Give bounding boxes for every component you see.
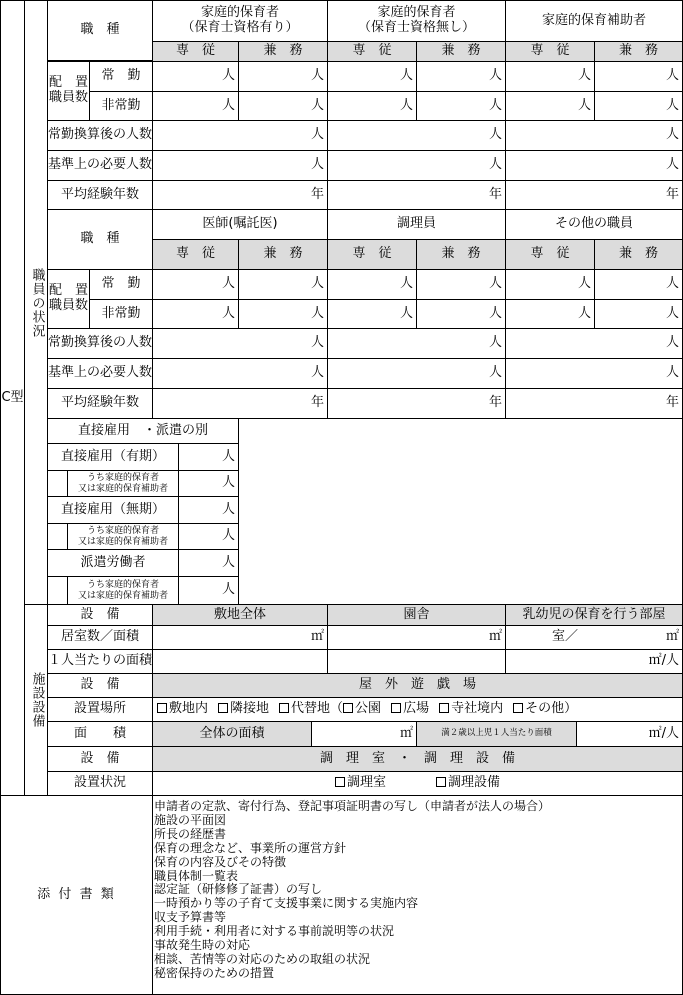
equipment-label — [47, 604, 153, 626]
fte-text: 常勤換算後の人数 — [48, 127, 153, 143]
attachment-item: 施設の平面図 — [154, 812, 227, 827]
value-cell[interactable] — [152, 120, 328, 151]
unit: 人 — [221, 554, 235, 570]
attachment-item: 秘密保持のための措置 — [154, 965, 275, 980]
value-cell[interactable] — [178, 470, 239, 497]
per-person-text: １人当たりの面積 — [48, 653, 153, 669]
kitchen-header — [152, 746, 683, 772]
required-text: 基準上の必要人数 — [48, 365, 153, 381]
assigned-line: 職員数 — [48, 298, 88, 313]
value-cell[interactable] — [178, 549, 239, 577]
experience-label — [47, 388, 153, 419]
area-label — [47, 721, 153, 747]
unit: ㎡/人 — [648, 653, 679, 669]
unit: ㎡ — [665, 629, 679, 645]
unit: 人 — [488, 127, 502, 143]
checkbox-icon[interactable] — [436, 777, 446, 787]
subheader-text: 専 従 — [175, 246, 215, 262]
unit: 人 — [399, 305, 413, 321]
attachment-item: 相談、苦情等の対応のための取組の状況 — [154, 951, 371, 966]
per-person-cell[interactable] — [505, 649, 683, 674]
unit: 人 — [310, 365, 324, 381]
subheader-text: 専 従 — [530, 43, 570, 59]
value-cell[interactable] — [327, 328, 506, 359]
unit: ㎡ — [399, 725, 413, 741]
job-type-text: 職 種 — [80, 231, 120, 247]
over2-text: 満２歳以上児１人当たり面積 — [441, 728, 552, 739]
subheader-full-time — [152, 239, 239, 270]
employment-header — [47, 418, 239, 444]
col-title: 家庭的保育者 — [377, 5, 456, 21]
jokin-label — [89, 269, 153, 300]
total-area-text: 全体の面積 — [199, 725, 265, 741]
unit: 人 — [221, 68, 235, 84]
checkbox-plaza[interactable] — [391, 702, 429, 717]
value-cell[interactable] — [178, 576, 239, 605]
unit: 人 — [221, 97, 235, 113]
unit: 人 — [665, 335, 679, 351]
unit: 人 — [310, 305, 324, 321]
col-title: 家庭的保育補助者 — [541, 12, 646, 28]
value-cell[interactable] — [505, 328, 683, 359]
checkbox-park[interactable] — [343, 702, 381, 717]
subheader-text: 専 従 — [352, 246, 392, 262]
value-cell[interactable] — [594, 269, 683, 300]
sub-line: 又は家庭的保育補助者 — [77, 590, 168, 601]
unit: 人 — [488, 305, 502, 321]
subheader-text: 兼 務 — [441, 246, 481, 262]
unit: 人 — [577, 68, 591, 84]
value-cell[interactable] — [505, 299, 595, 329]
option-label: 調理設備 — [448, 775, 501, 791]
col-subtitle: （保育士資格無し） — [357, 20, 475, 35]
value-cell[interactable] — [152, 91, 239, 121]
kitchen-header-text: 調 理 室 ・ 調 理 設 備 — [319, 750, 515, 766]
sub-line: うち家庭的保育者 — [86, 472, 159, 483]
install-status-options — [152, 771, 683, 796]
blank-cell — [327, 649, 506, 674]
value-cell[interactable] — [594, 299, 683, 329]
unit: 人 — [310, 335, 324, 351]
value-cell[interactable] — [152, 388, 328, 419]
checkbox-kitchen[interactable] — [335, 776, 386, 791]
unit: 人 — [665, 97, 679, 113]
value-cell[interactable] — [152, 328, 328, 359]
unit: 人 — [399, 276, 413, 292]
option-label: 代替地（ — [291, 701, 344, 717]
unit: 人 — [665, 276, 679, 292]
unit: 年 — [665, 186, 679, 202]
hijokin-label — [89, 91, 153, 121]
assigned-line: 職員数 — [48, 90, 88, 105]
unit: 人 — [310, 157, 324, 173]
unit: ㎡/人 — [648, 725, 679, 741]
value-cell[interactable] — [416, 61, 506, 92]
room-area-label — [47, 625, 153, 650]
required-label — [47, 358, 153, 389]
option-label: 調理室 — [346, 775, 386, 791]
equipment-label — [47, 746, 153, 772]
unit: 人 — [577, 276, 591, 292]
playground-header — [152, 673, 683, 698]
subheader-full-time — [327, 239, 417, 270]
checkbox-icon[interactable] — [513, 703, 523, 713]
value-cell[interactable] — [505, 388, 683, 419]
over2-area-label — [416, 721, 577, 747]
job-type-header-2 — [47, 209, 153, 270]
direct-indefinite-sub-label — [67, 523, 179, 550]
jokin-label — [89, 61, 153, 92]
option-label: 敷地内 — [169, 701, 209, 717]
attachment-item: 申請者の定款、寄付行為、登記事項証明書の写し（申請者が法人の場合） — [154, 799, 551, 813]
direct-indefinite-label — [47, 496, 179, 524]
building-text: 園舎 — [403, 606, 430, 622]
value-cell[interactable] — [238, 269, 328, 300]
unit: 年 — [310, 186, 324, 202]
value-cell[interactable] — [505, 269, 595, 300]
total-area-cell[interactable] — [311, 721, 417, 747]
checkbox-icon[interactable] — [279, 703, 289, 713]
location-text: 設置場所 — [73, 701, 126, 717]
unit: 人 — [310, 127, 324, 143]
room-area-text: 居室数／面積 — [60, 629, 139, 645]
unit: 人 — [665, 127, 679, 143]
unit: 年 — [310, 395, 324, 411]
option-label: 公園 — [355, 701, 382, 717]
col-caregiver-licensed — [152, 0, 328, 42]
checkbox-icon[interactable] — [157, 703, 167, 713]
equipment-text: 設 備 — [80, 750, 120, 766]
col-title: 調理員 — [396, 216, 436, 232]
attachments-label-text: 添 付 書 類 — [37, 886, 116, 902]
hijokin-label — [89, 299, 153, 329]
jokin-text: 常 勤 — [101, 68, 141, 84]
checkbox-icon[interactable] — [218, 703, 228, 713]
attachment-item: 収支予算書等 — [154, 910, 227, 925]
subheader-text: 兼 務 — [618, 246, 658, 262]
unit: 人 — [221, 276, 235, 292]
per-person-label — [47, 649, 153, 674]
value-cell[interactable] — [505, 180, 683, 210]
type-c-label — [0, 0, 25, 796]
install-status-text: 設置状況 — [73, 775, 126, 791]
location-options — [152, 697, 683, 722]
unit: ㎡ — [488, 629, 502, 645]
job-type-text: 職 種 — [80, 22, 120, 38]
checkbox-adjacent[interactable] — [218, 702, 269, 717]
value-cell[interactable] — [238, 61, 328, 92]
checkbox-icon[interactable] — [335, 777, 345, 787]
col-cook — [327, 209, 506, 240]
site-area-cell[interactable] — [152, 625, 328, 650]
subheader-text: 専 従 — [530, 246, 570, 262]
direct-fixed-sub-label — [67, 470, 179, 497]
unit: 年 — [488, 395, 502, 411]
col-doctor — [152, 209, 328, 240]
room-unit: 室／ — [552, 629, 579, 645]
unit: 人 — [665, 365, 679, 381]
direct-indefinite-text: 直接雇用（無期） — [60, 501, 165, 517]
type-c-text: C型 — [1, 389, 24, 405]
attachment-item: 所長の経歴書 — [154, 826, 227, 841]
staff-status-text: 職員の状況 — [29, 267, 45, 338]
hijokin-text: 非常勤 — [101, 97, 141, 113]
unit: 人 — [221, 501, 235, 517]
subheader-full-time — [505, 239, 595, 270]
location-label — [47, 697, 153, 722]
value-cell[interactable] — [152, 180, 328, 210]
attachment-item: 保育の理念など、事業所の運営方針 — [154, 840, 347, 855]
assigned-line: 配 置 — [48, 283, 88, 299]
checkbox-icon[interactable] — [391, 703, 401, 713]
value-cell[interactable] — [327, 120, 506, 151]
option-label: 隣接地 — [230, 701, 270, 717]
assigned-staff-label — [47, 269, 90, 329]
value-cell[interactable] — [416, 269, 506, 300]
subheader-text: 専 従 — [175, 43, 215, 59]
attachment-item: 一時預かり等の子育て支援事業に関する実施内容 — [154, 896, 419, 911]
sub-line: うち家庭的保育者 — [86, 579, 159, 590]
unit: 人 — [665, 157, 679, 173]
facility-label — [24, 604, 48, 796]
unit: 人 — [665, 68, 679, 84]
col-title: 医師(嘱託医) — [202, 216, 278, 232]
attachment-item: 職員体制一覧表 — [154, 868, 239, 883]
value-cell[interactable] — [152, 299, 239, 329]
subheader-text: 兼 務 — [441, 43, 481, 59]
unit: ㎡ — [310, 629, 324, 645]
value-cell[interactable] — [327, 388, 506, 419]
value-cell[interactable] — [416, 91, 506, 121]
unit: 年 — [665, 395, 679, 411]
col-assistant — [505, 0, 683, 42]
unit: 人 — [488, 97, 502, 113]
employment-header-text: 直接雇用 ・派遣の別 — [77, 422, 208, 438]
subheader-full-time — [152, 41, 239, 62]
equipment-text: 設 備 — [80, 677, 120, 693]
attachment-item: 認定証（研修修了証書）の写し — [154, 882, 323, 897]
value-cell[interactable] — [327, 150, 506, 181]
install-status-label — [47, 771, 153, 796]
unit: 人 — [221, 448, 235, 464]
unit: 人 — [488, 157, 502, 173]
building-header — [327, 604, 506, 626]
value-cell[interactable] — [152, 61, 239, 92]
value-cell[interactable] — [178, 496, 239, 524]
unit: 人 — [310, 276, 324, 292]
value-cell[interactable] — [152, 269, 239, 300]
checkbox-alt[interactable] — [279, 702, 343, 717]
site-all-header — [152, 604, 328, 626]
subheader-part-duty — [594, 41, 683, 62]
fte-text: 常勤換算後の人数 — [48, 335, 153, 351]
subheader-full-time — [505, 41, 595, 62]
unit: 人 — [221, 528, 235, 544]
attachment-item: 利用手続・利用者に対する事前説明等の状況 — [154, 924, 395, 939]
subheader-text: 兼 務 — [263, 246, 303, 262]
unit: 人 — [221, 305, 235, 321]
required-text: 基準上の必要人数 — [48, 157, 153, 173]
value-cell[interactable] — [594, 61, 683, 92]
col-title: 家庭的保育者 — [200, 5, 279, 21]
site-all-text: 敷地全体 — [213, 606, 266, 622]
unit: 人 — [488, 335, 502, 351]
sub-line: 又は家庭的保育補助者 — [77, 483, 168, 494]
value-cell[interactable] — [327, 358, 506, 389]
checkbox-other[interactable] — [513, 702, 577, 717]
subheader-text: 兼 務 — [618, 43, 658, 59]
unit: 人 — [665, 305, 679, 321]
facility-text: 施設設備 — [29, 672, 45, 728]
col-other-staff — [505, 209, 683, 240]
total-area-label — [152, 721, 312, 747]
value-cell[interactable] — [505, 150, 683, 181]
value-cell[interactable] — [327, 269, 417, 300]
unit: 人 — [488, 68, 502, 84]
experience-text: 平均経験年数 — [60, 395, 139, 411]
hijokin-text: 非常勤 — [101, 305, 141, 321]
checkbox-icon[interactable] — [343, 703, 353, 713]
nursery-room-text: 乳幼児の保育を行う部屋 — [522, 606, 666, 622]
building-area-cell[interactable] — [327, 625, 506, 650]
checkbox-onsite[interactable] — [157, 702, 208, 717]
value-cell[interactable] — [594, 91, 683, 121]
area-text: 面 積 — [73, 725, 126, 741]
experience-text: 平均経験年数 — [60, 186, 139, 202]
unit: 人 — [399, 68, 413, 84]
col-title: その他の職員 — [554, 216, 633, 232]
over2-area-cell[interactable] — [576, 721, 683, 747]
nursery-room-header — [505, 604, 683, 626]
attachment-item: 事故発生時の対応 — [154, 938, 251, 953]
experience-label — [47, 180, 153, 210]
unit: 人 — [577, 305, 591, 321]
option-label: 寺社境内 — [451, 701, 504, 717]
attachments-list — [152, 795, 683, 995]
unit: 人 — [310, 97, 324, 113]
option-label: 広場 — [403, 701, 430, 717]
dispatch-text: 派遣労働者 — [80, 554, 146, 570]
value-cell[interactable] — [505, 61, 595, 92]
value-cell[interactable] — [238, 91, 328, 121]
unit: 人 — [488, 365, 502, 381]
value-cell[interactable] — [505, 358, 683, 389]
fte-label — [47, 328, 153, 359]
staff-status-label — [24, 0, 48, 605]
value-cell[interactable] — [327, 180, 506, 210]
checkbox-icon[interactable] — [439, 703, 449, 713]
unit: 人 — [399, 97, 413, 113]
value-cell[interactable] — [505, 120, 683, 151]
unit: 人 — [221, 582, 235, 598]
value-cell[interactable] — [327, 91, 417, 121]
job-type-header-1 — [47, 0, 153, 61]
option-label: その他） — [525, 701, 578, 717]
assigned-staff-label — [47, 61, 90, 121]
subheader-text: 兼 務 — [263, 43, 303, 59]
sub-line: うち家庭的保育者 — [86, 525, 159, 536]
attachments-label — [0, 795, 153, 995]
nursery-room-area-cell[interactable] — [505, 625, 683, 650]
unit: 人 — [310, 68, 324, 84]
equipment-label — [47, 673, 153, 698]
value-cell[interactable] — [152, 358, 328, 389]
subheader-part-duty — [238, 239, 328, 270]
unit: 人 — [221, 475, 235, 491]
direct-fixed-label — [47, 443, 179, 471]
checkbox-temple[interactable] — [439, 702, 503, 717]
unit: 人 — [488, 276, 502, 292]
playground-text: 屋 外 遊 戯 場 — [358, 677, 476, 693]
direct-fixed-text: 直接雇用（有期） — [60, 448, 165, 464]
col-subtitle: （保育士資格有り） — [181, 20, 299, 35]
col-caregiver-unlicensed — [327, 0, 506, 42]
blank-area — [238, 418, 683, 605]
blank-cell — [152, 649, 328, 674]
unit: 年 — [488, 186, 502, 202]
subheader-part-duty — [594, 239, 683, 270]
checkbox-kitchen-equipment[interactable] — [436, 776, 500, 791]
dispatch-label — [47, 549, 179, 577]
value-cell[interactable] — [178, 523, 239, 550]
value-cell[interactable] — [416, 299, 506, 329]
subheader-part-duty — [416, 41, 506, 62]
subheader-text: 専 従 — [352, 43, 392, 59]
equipment-text: 設 備 — [80, 606, 120, 622]
dispatch-sub-label — [67, 576, 179, 605]
sub-line: 又は家庭的保育補助者 — [77, 536, 168, 547]
value-cell[interactable] — [152, 150, 328, 181]
subheader-part-duty — [238, 41, 328, 62]
required-label — [47, 150, 153, 181]
fte-label — [47, 120, 153, 151]
subheader-full-time — [327, 41, 417, 62]
jokin-text: 常 勤 — [101, 276, 141, 292]
value-cell[interactable] — [238, 299, 328, 329]
unit: 人 — [577, 97, 591, 113]
value-cell[interactable] — [178, 443, 239, 471]
value-cell[interactable] — [327, 61, 417, 92]
value-cell[interactable] — [327, 299, 417, 329]
assigned-line: 配 置 — [48, 75, 88, 91]
attachment-item: 保育の内容及びその特徴 — [154, 854, 287, 869]
value-cell[interactable] — [505, 91, 595, 121]
subheader-part-duty — [416, 239, 506, 270]
